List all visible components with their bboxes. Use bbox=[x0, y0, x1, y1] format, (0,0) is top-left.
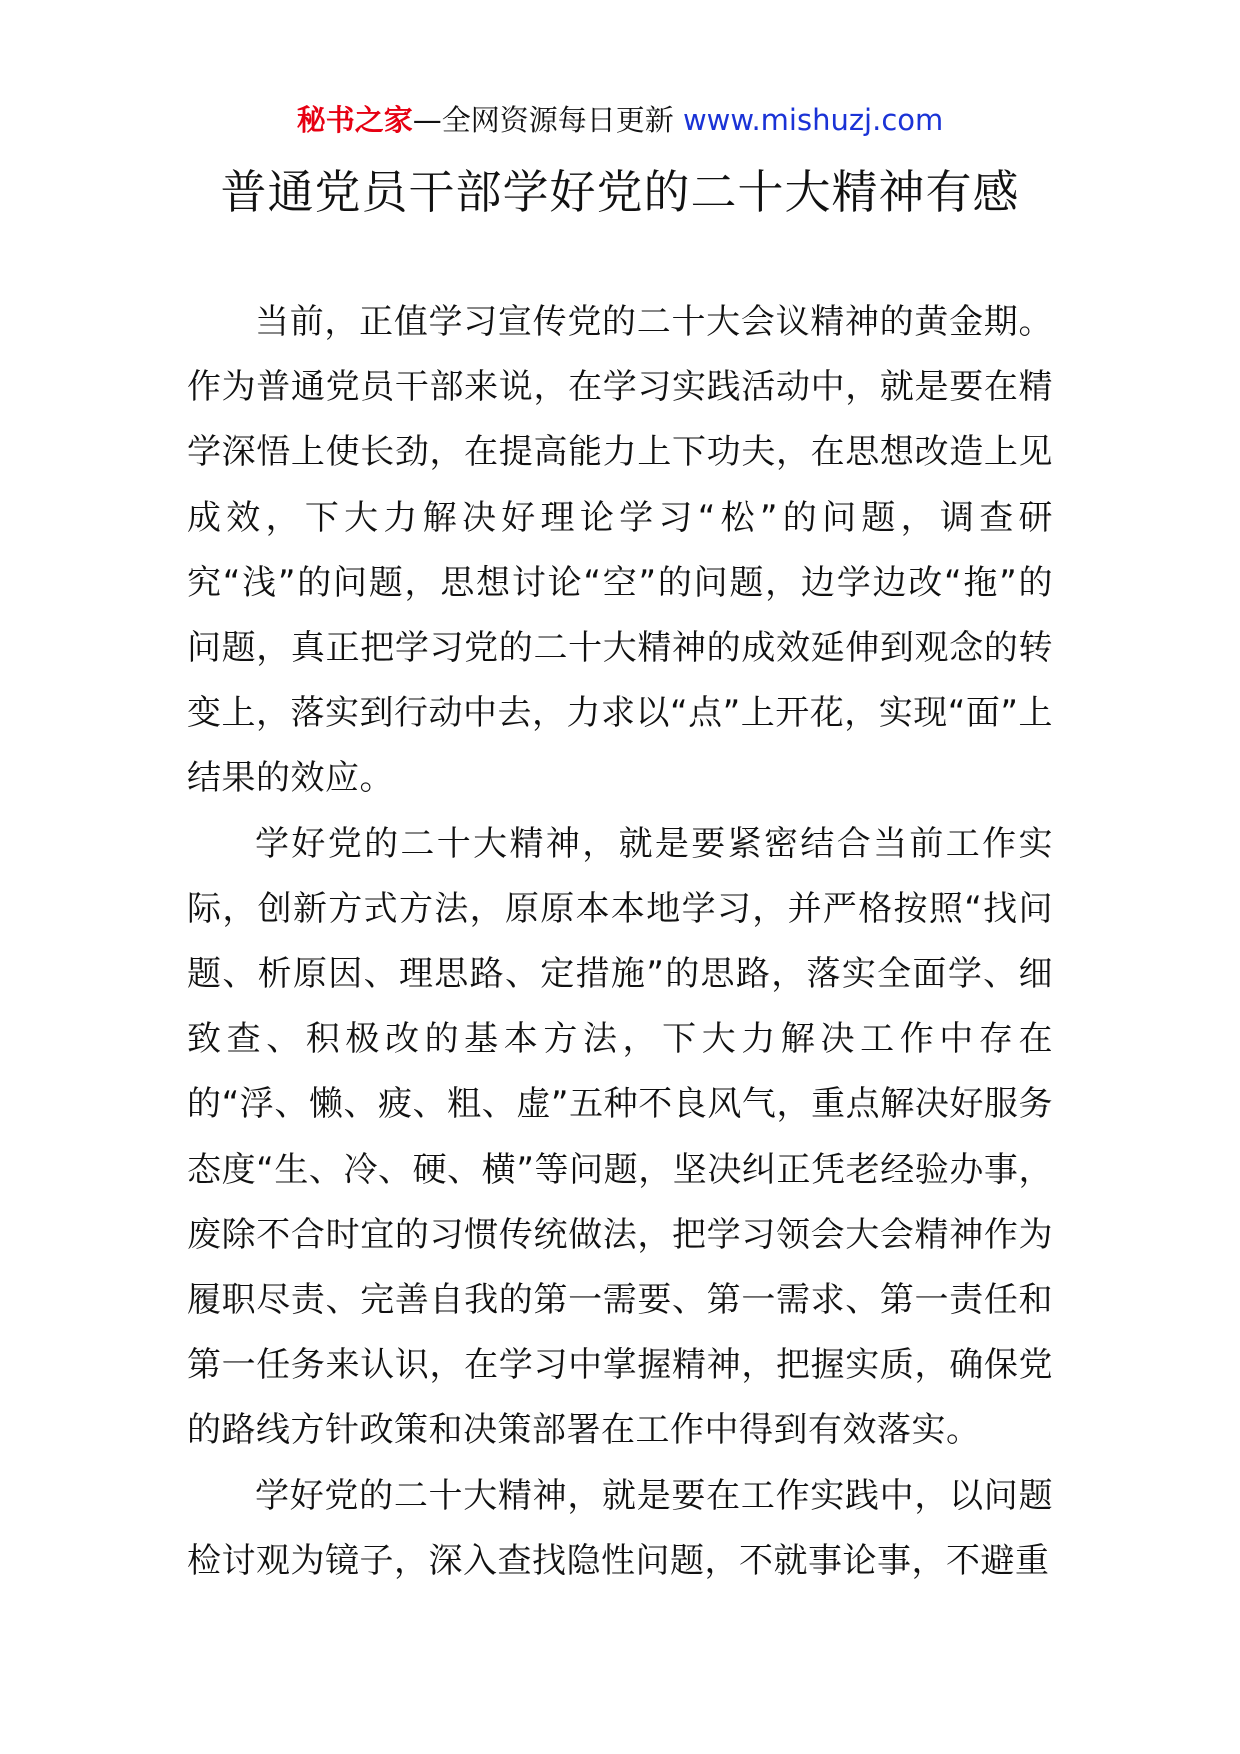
document-title: 普通党员干部学好党的二十大精神有感 bbox=[220, 165, 1020, 219]
paragraph-3: 学好党的二十大精神，就是要在工作实践中，以问题检讨观为镜子，深入查找隐性问题，不就事论事，不避重 bbox=[187, 1475, 1053, 1581]
paragraph-2: 学好党的二十大精神，就是要紧密结合当前工作实际，创新方式方法，原原本本地学习，并严格按照“找问题、析原因、理思路、定措施”的思路，落实全面学、细致查、积极改的基本方法，下大力解决工作中存在的“浮、懒、疲、粗、虚”五种不良风气，重点解决好服务态度“生、冷、硬、横”等问题，坚决纠正凭老经验办事，废除不合时宜的习惯传统做法，把学习领会大会精神作为履职尽责、完善自我的第一需要、第一需求、第一责任和第一任务来认识，在学习中掌握精神，把握实质，确保党的路线方针政策和决策部署在工作中得到有效落实。 bbox=[187, 823, 1053, 1451]
document-body bbox=[187, 290, 1053, 1594]
header-tagline: —全网资源每日更新 bbox=[412, 103, 674, 137]
site-url-link[interactable]: www.mishuzj.com bbox=[682, 103, 944, 137]
brand-name: 秘书之家 bbox=[296, 103, 413, 137]
paragraph-1: 当前，正值学习宣传党的二十大会议精神的黄金期。作为普通党员干部来说，在学习实践活动中，就是要在精学深悟上使长劲，在提高能力上下功夫，在思想改造上见成效，下大力解决好理论学习“松”的问题，调查研究“浅”的问题，思想讨论“空”的问题，边学边改“拖”的问题，真正把学习党的二十大精神的成效延伸到观念的转变上，落实到行动中去，力求以“点”上开花，实现“面”上结果的效应。 bbox=[187, 302, 1053, 799]
site-header bbox=[0, 100, 1240, 140]
